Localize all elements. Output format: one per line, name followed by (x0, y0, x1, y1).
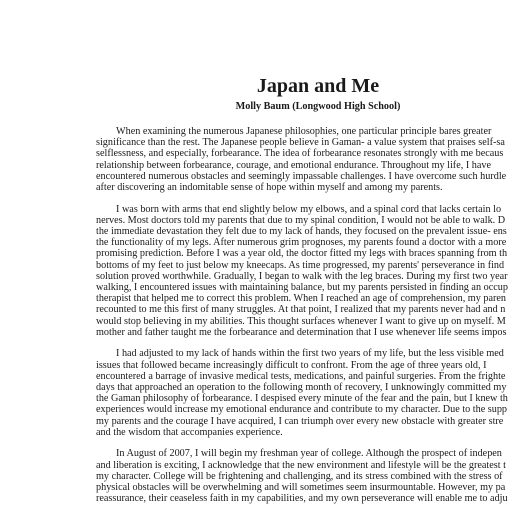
text-line: and the wisdom that accompanies experience. (96, 426, 283, 438)
text-line: the functionality of my legs. After numerous grim prognoses, my parents found a doctor with a more (96, 237, 507, 249)
text-line: bottoms of my feet to just below my kneecaps. As time progressed, my parents' perseverance in find (96, 259, 505, 271)
text-line: experiences would increase my emotional endurance and contribute to my character. Due to the supp (96, 404, 508, 416)
text-line: issues that followed became increasingly difficult to confront. From the age of three years old, I (96, 359, 487, 371)
text-line: walking, I encountered issues with maintaining balance, but my parents persisted in finding an occup (96, 281, 508, 293)
text-line: promising prediction. Before I was a year old, the doctor fitted my legs with braces spanning from th (96, 248, 508, 260)
paragraph (96, 348, 512, 438)
text-line: my character. College will be frightening and challenging, and its stress combined with the stress of (96, 470, 503, 482)
text-line: would stop believing in my abilities. This thought surfaces whenever I want to give up on myself. M (96, 315, 506, 327)
paragraph (96, 126, 512, 193)
text-line: reassurance, their ceaseless faith in my capabilities, and my own perseverance will enable me to adju (96, 493, 508, 505)
text-line: therapist that helped me to correct this problem. When I reached an age of comprehension, my paren (96, 293, 506, 305)
document-title: Japan and Me (256, 75, 380, 97)
paragraph (96, 204, 512, 338)
text-line: relationship between forbearance, courage, and emotional endurance. Throughout my life, I have (96, 159, 491, 171)
text-line: nerves. Most doctors told my parents that due to my spinal condition, I would not be able to walk. D (96, 214, 506, 226)
text-line: selflessness, and especially, forbearance. The idea of forbearance resonates strongly with me becaus (96, 148, 504, 160)
text-line: mother and father taught me the forbearance and determination that I use whenever life seems impos (96, 326, 507, 338)
text-line: days that approached an operation to the following month of recovery, I unknowingly committed my (96, 381, 507, 393)
document-body (96, 126, 512, 512)
text-line: and liberation is exciting, I acknowledge that the new environment and lifestyle will be the greatest t (96, 459, 506, 471)
text-line: In August of 2007, I will begin my freshman year of college. Although the prospect of indepen (116, 448, 502, 460)
text-line: I had adjusted to my lack of hands within the first two years of my life, but the less visible med (116, 348, 504, 360)
text-line: after discovering an indomitable sense of hope within myself and among my parents. (96, 181, 443, 193)
text-line: When examining the numerous Japanese philosophies, one particular principle bares greater (116, 126, 492, 137)
text-line: recounted to me this first of many struggles. At that point, I realized that my parents never had and n (96, 304, 506, 316)
text-line: encountered a barrage of invasive medical tests, medications, and painful surgeries. From the frighte (96, 370, 506, 382)
text-line: I was born with arms that end slightly below my elbows, and a spinal cord that lacks certain lo (116, 203, 502, 215)
text-line: significance than the rest. The Japanese people believe in Gaman- a value system that praises self-sa (96, 137, 505, 149)
author-byline: Molly Baum (Longwood High School) (235, 101, 401, 112)
text-line: the immediate devastation they felt due to my lack of hands, they focused on the prevalent issue- ens (96, 226, 507, 237)
text-line: encountered numerous obstacles and seemingly impassable challenges. I have overcome such hurdle (96, 170, 507, 182)
text-line: the Gaman philosophy of forbearance. I despised every minute of the fear and the pain, but I knew th (96, 393, 508, 405)
paragraph (96, 448, 512, 504)
text-line: solution proved worthwhile. Gradually, I began to walk with the leg braces. During my first two year (96, 270, 508, 282)
text-line: physical obstacles will be overwhelming and will sometimes seem insurmountable. However, my pa (96, 481, 506, 493)
text-line: my parents and the courage I have acquired, I can triumph over every new obstacle with greater stre (96, 415, 504, 427)
